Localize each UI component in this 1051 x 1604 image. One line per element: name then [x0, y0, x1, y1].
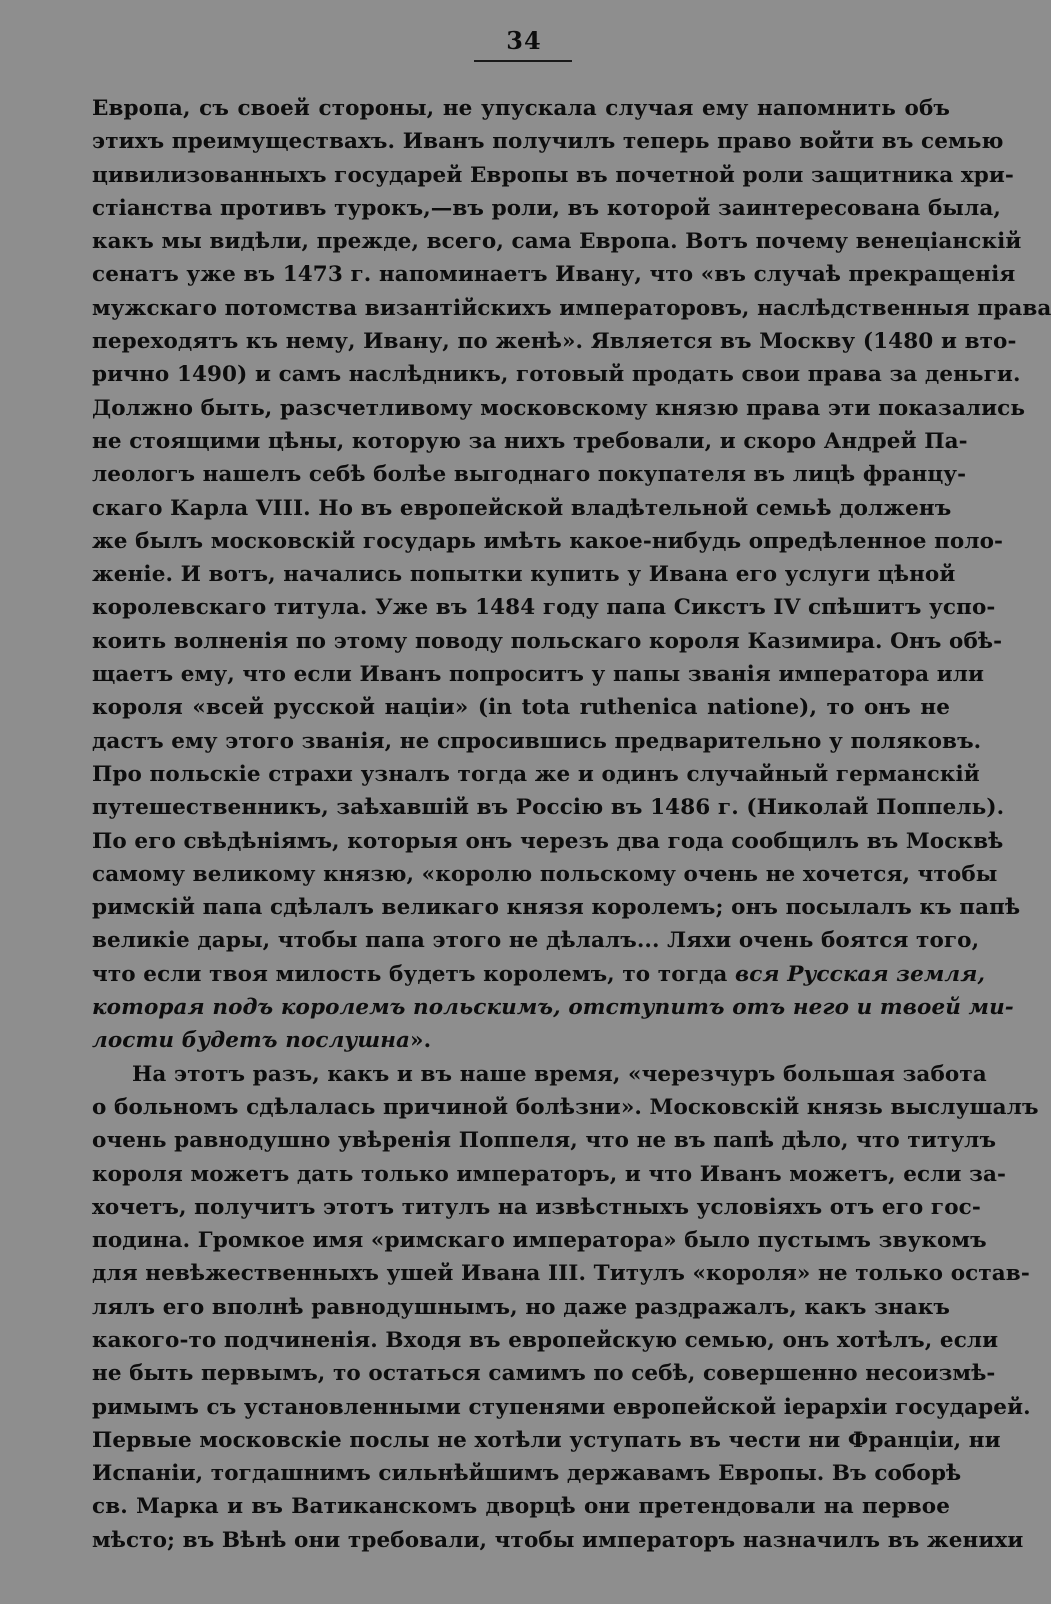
text-segment: скаго Карла VIII. Но въ европейской владѣтельной семьѣ долженъ: [92, 495, 952, 521]
text-line: [92, 1058, 987, 1091]
text-segment: переходятъ къ нему, Ивану, по женѣ». Является въ Москву (1480 и вто-: [92, 329, 1017, 355]
text-segment: путешественникъ, заѣхавшій въ Россію въ 1486 г. (Николай Поппель).: [92, 795, 1005, 821]
text-segment: какого-то подчиненія. Входя въ европейскую семью, онъ хотѣлъ, если: [92, 1327, 999, 1353]
text-segment: ».: [410, 1028, 432, 1054]
page-number-rule: [474, 60, 572, 62]
text-segment: римымъ съ установленными ступенями европейской іерархіи государей.: [92, 1394, 1031, 1420]
text-segment: Про польскіе страхи узналъ тогда же и одинъ случайный германскій: [92, 761, 980, 787]
text-line: [92, 791, 1005, 824]
text-line: [92, 392, 1026, 425]
text-line: [92, 425, 968, 458]
text-line: [92, 1324, 999, 1357]
text-line: [92, 292, 1051, 325]
text-line: [92, 1457, 962, 1490]
text-segment: леологъ нашелъ себѣ болѣе выгоднаго покупателя въ лицѣ францу-: [92, 462, 967, 488]
text-segment: рично 1490) и самъ наслѣдникъ, готовый продать свои права за деньги.: [92, 362, 1021, 388]
text-line: [92, 658, 985, 691]
text-segment: для невѣжественныхъ ушей Ивана III. Титулъ «короля» не только остав-: [92, 1261, 1030, 1287]
text-segment: Первые московскіе послы не хотѣли уступать въ чести ни Франціи, ни: [92, 1427, 1001, 1453]
italic-segment: вся Русская земля,: [735, 961, 986, 987]
text-segment: подина. Громкое имя «римскаго императора» было пустымъ звукомъ: [92, 1228, 987, 1254]
text-line: [92, 358, 1021, 391]
text-line: [92, 1391, 1031, 1424]
text-segment: св. Марка и въ Ватиканскомъ дворцѣ они претендовали на первое: [92, 1494, 950, 1520]
text-line: [92, 325, 1017, 358]
text-segment: Европа, съ своей стороны, не упускала случая ему напомнить объ: [92, 96, 950, 121]
text-line: [92, 1490, 950, 1523]
text-line: [92, 1158, 1006, 1191]
text-line: [92, 991, 1014, 1024]
text-segment: что если твоя милость будетъ королемъ, то тогда: [92, 961, 735, 987]
text-segment: же былъ московскій государь имѣть какое-нибудь опредѣленное поло-: [92, 528, 1004, 554]
text-line: [92, 958, 986, 991]
text-line: [92, 1357, 996, 1390]
text-line: [92, 1191, 981, 1224]
text-segment: мѣсто; въ Вѣнѣ они требовали, чтобы императоръ назначилъ въ женихи: [92, 1527, 1024, 1553]
text-line: [92, 92, 950, 125]
text-segment: коить волненія по этому поводу польскаго короля Казимира. Онъ обѣ-: [92, 628, 1003, 654]
text-segment: сенатъ уже въ 1473 г. напоминаетъ Ивану, что «въ случаѣ прекращенія: [92, 262, 1016, 288]
text-line: [92, 858, 998, 891]
text-segment: хочетъ, получитъ этотъ титулъ на извѣстныхъ условіяхъ отъ его гос-: [92, 1194, 981, 1220]
text-line: [92, 125, 1004, 158]
text-line: [92, 1524, 1024, 1557]
text-line: [92, 258, 1016, 291]
text-segment: не стоящими цѣны, которую за нихъ требовали, и скоро Андрей Па-: [92, 428, 968, 454]
text-segment: Испаніи, тогдашнимъ сильнѣйшимъ державамъ Европы. Въ соборѣ: [92, 1461, 962, 1487]
text-segment: дастъ ему этого званія, не спросившись предварительно у поляковъ.: [92, 728, 982, 754]
italic-segment: которая подъ королемъ польскимъ, отступитъ отъ него и твоей ми-: [92, 995, 1014, 1021]
text-line: [92, 1424, 1001, 1457]
text-line: [92, 591, 996, 624]
text-segment: цивилизованныхъ государей Европы въ почетной роли защитника хри-: [92, 162, 1014, 188]
text-line: [92, 1224, 987, 1257]
text-line: [92, 458, 967, 491]
text-segment: женіе. И вотъ, начались попытки купить у Ивана его услуги цѣной: [92, 562, 956, 588]
text-line: [92, 1124, 997, 1157]
text-line: [92, 891, 1021, 924]
text-line: [92, 1291, 950, 1324]
text-segment: лялъ его вполнѣ равнодушнымъ, но даже раздражалъ, какъ знакъ: [92, 1294, 950, 1320]
text-line: [92, 691, 950, 724]
text-line: [92, 558, 956, 591]
text-segment: этихъ преимуществахъ. Иванъ получилъ теперь право войти въ семью: [92, 129, 1004, 155]
text-line: [92, 1091, 1039, 1124]
text-segment: стіанства противъ турокъ,—въ роли, въ которой заинтересована была,: [92, 195, 1001, 221]
page-number: 34: [506, 26, 542, 55]
text-line: [92, 758, 980, 791]
text-line: [92, 525, 1004, 558]
text-segment: какъ мы видѣли, прежде, всего, сама Европа. Вотъ почему венеціанскій: [92, 229, 1022, 255]
text-segment: мужскаго потомства византійскихъ императоровъ, наслѣдственныя права: [92, 295, 1051, 321]
text-segment: очень равнодушно увѣренія Поппеля, что не въ папѣ дѣло, что титулъ: [92, 1128, 997, 1154]
text-segment: Должно быть, разсчетливому московскому князю права эти показались: [92, 395, 1026, 421]
body-text: [92, 92, 1051, 1557]
text-line: [92, 225, 1022, 258]
text-line: [92, 725, 982, 758]
text-segment: не быть первымъ, то остаться самимъ по себѣ, совершенно несоизмѣ-: [92, 1361, 996, 1387]
text-line: [92, 924, 980, 957]
text-segment: самому великому князю, «королю польскому очень не хочется, чтобы: [92, 861, 998, 887]
text-line: [92, 192, 1001, 225]
text-segment: На этотъ разъ, какъ и въ наше время, «черезчуръ большая забота: [132, 1061, 987, 1087]
text-segment: короля «всей русской націи» (in tota ruthenica natione), то онъ не: [92, 695, 950, 721]
text-line: [92, 159, 1014, 192]
text-segment: По его свѣдѣніямъ, которыя онъ черезъ два года сообщилъ въ Москвѣ: [92, 828, 1004, 854]
text-line: [92, 1024, 950, 1057]
italic-segment: лости будетъ послушна: [92, 1028, 411, 1054]
text-line: [92, 825, 1004, 858]
text-segment: королевскаго титула. Уже въ 1484 году папа Сикстъ IV спѣшитъ успо-: [92, 595, 996, 621]
text-line: [92, 1257, 1030, 1290]
text-segment: римскій папа сдѣлалъ великаго князя королемъ; онъ посылалъ къ папѣ: [92, 895, 1021, 921]
text-segment: о больномъ сдѣлалась причиной болѣзни». Московскій князь выслушалъ: [92, 1094, 1039, 1120]
text-segment: щаетъ ему, что если Иванъ попроситъ у папы званія императора или: [92, 662, 985, 688]
text-segment: великіе дары, чтобы папа этого не дѣлалъ... Ляхи очень боятся того,: [92, 928, 980, 954]
text-segment: короля можетъ дать только императоръ, и что Иванъ можетъ, если за-: [92, 1161, 1006, 1187]
text-line: [92, 625, 1003, 658]
text-line: [92, 492, 950, 525]
